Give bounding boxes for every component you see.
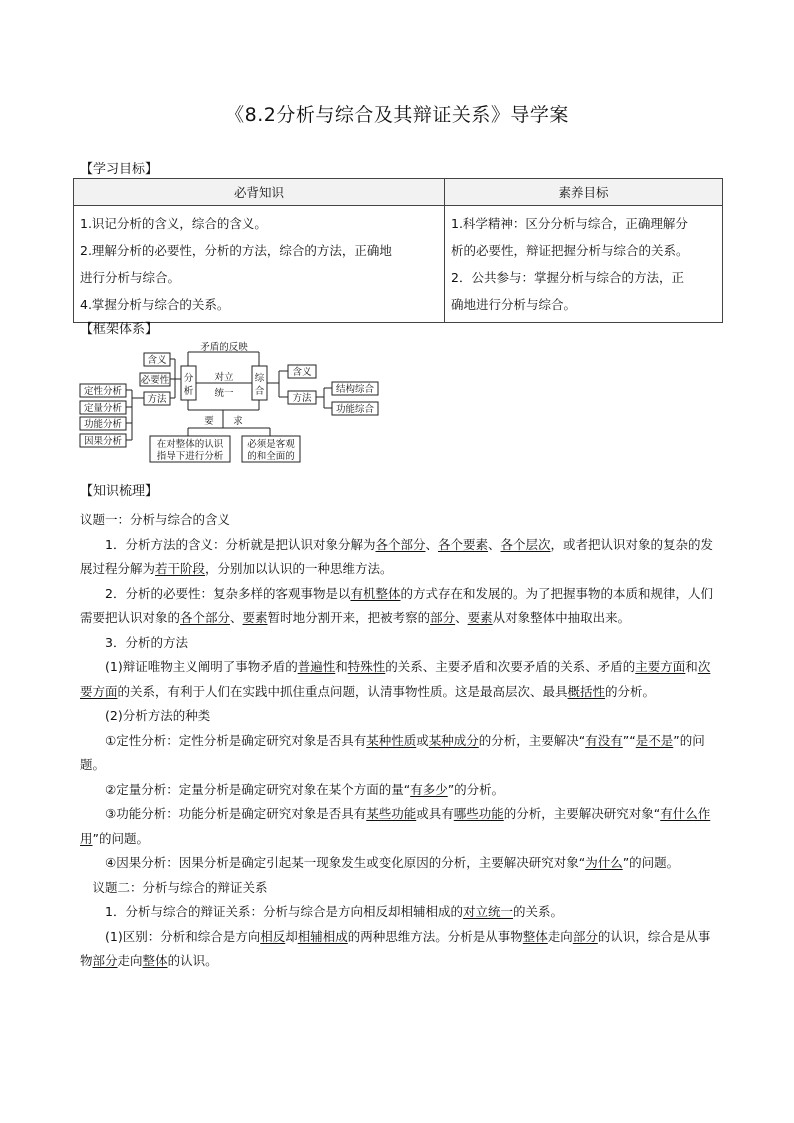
section-goals: 【学习目标】	[80, 162, 159, 177]
paragraph-quantitative: ②定量分析：定量分析是确定研究对象在某个方面的量“有多少”的分析。	[105, 781, 505, 797]
goals-col2-line: 2．公共参与：掌握分析与综合的方法，正	[451, 270, 684, 285]
paragraph-dialectical-relation: 1．分析与综合的辩证关系：分析与综合是方向相反却相辅相成的对立统一的关系。	[105, 904, 563, 919]
diagram-fenxi-char: 分	[183, 373, 194, 384]
paragraph-qualitative: ①定性分析：定性分析是确定研究对象是否具有某种性质或某种成分的分析，主要解决“有没有”“是不是”的问题。	[80, 732, 705, 772]
diagram-maodun: 矛盾的反映	[200, 342, 248, 353]
paragraph-functional: ③功能分析：功能分析是确定研究对象是否具有某些功能或具有哪些功能的分析，主要解决研究对象“有什么作用”的问题。	[80, 806, 711, 846]
paragraph-analysis-methods: 3．分析的方法	[105, 634, 188, 650]
diagram-req2-line: 的和全面的	[247, 451, 295, 462]
paragraph-dialectic: (1)辩证唯物主义阐明了事物矛盾的普遍性和特殊性的关系、主要矛盾和次要矛盾的关系、矛盾的主要方面和次要方面的关系，有利于人们在实践中抓住重点问题，认清事物性质。这是最高层次、最具概括性的分析。	[80, 659, 711, 699]
goals-col2-header: 素养目标	[445, 179, 723, 206]
section-framework: 【框架体系】	[80, 322, 159, 337]
diagram-fenxi-char: 析	[183, 386, 194, 397]
diagram-duili: 对立	[214, 372, 234, 383]
goals-table	[73, 178, 723, 323]
paragraph-analysis-necessity: 2．分析的必要性：复杂多样的客观事物是以有机整体的方式存在和发展的。为了把握事物的本质和规律，人们需要把认识对象的各个部分、要素暂时地分割开来，把被考察的部分、要素从对象整体中抽取出来。	[80, 585, 713, 625]
diagram-left-item: 功能分析	[83, 419, 123, 430]
goals-col1-cell	[74, 206, 445, 323]
diagram-right-item: 结构综合	[335, 384, 375, 395]
diagram-right-item: 功能综合	[335, 404, 375, 415]
framework-diagram	[78, 340, 384, 466]
goals-col1-line: 4.掌握分析与综合的关系。	[80, 297, 230, 312]
diagram-hanyi-left: 含义	[147, 355, 167, 366]
section-knowledge: 【知识梳理】	[80, 484, 159, 499]
goals-col1-line: 2.理解分析的必要性，分析的方法，综合的方法，正确地	[80, 243, 392, 258]
diagram-zonghe-char: 综	[254, 373, 265, 384]
paragraph-analysis-meaning: 1．分析方法的含义：分析就是把认识对象分解为各个部分、各个要素、各个层次，或者把认识对象的复杂的发展过程分解为若干阶段，分别加以认识的一种思维方法。	[80, 536, 714, 576]
knowledge-body	[80, 508, 720, 974]
page-title: 《8.2分析与综合及其辩证关系》导学案	[225, 104, 569, 126]
paragraph-difference: (1)区别：分析和综合是方向相反却相辅相成的两种思维方法。分析是从事物整体走向部分的认识，综合是从事物部分走向整体的认识。	[80, 928, 711, 968]
diagram-left-item: 因果分析	[83, 436, 123, 447]
diagram-req1-line: 在对整体的认识	[156, 439, 224, 450]
topic-two-heading: 议题二：分析与综合的辩证关系	[92, 879, 268, 895]
diagram-left-item: 定量分析	[83, 403, 123, 414]
diagram-zonghe-char: 合	[254, 386, 265, 397]
diagram-fangfa-left: 方法	[147, 394, 167, 405]
goals-col2-line: 析的必要性，辩证把握分析与综合的关系。	[451, 243, 689, 258]
diagram-req1-line: 指导下进行分析	[156, 451, 224, 462]
goals-col2-line: 确地进行分析与综合。	[451, 297, 577, 312]
diagram-left-item: 定性分析	[83, 386, 123, 397]
diagram-hanyi-right: 含义	[292, 367, 312, 378]
goals-col2-line: 1.科学精神：区分分析与综合，正确理解分	[451, 216, 688, 231]
paragraph-causal: ④因果分析：因果分析是确定引起某一现象发生或变化原因的分析，主要解决研究对象“为什么”的问题。	[105, 855, 680, 870]
diagram-req2-line: 必须是客观	[247, 439, 295, 450]
paragraph-method-types: (2)分析方法的种类	[105, 708, 211, 723]
diagram-tongyi: 统一	[214, 388, 234, 399]
goals-col1-line: 1.识记分析的含义，综合的含义。	[80, 216, 267, 231]
diagram-yao: 要	[204, 416, 214, 427]
diagram-fangfa-right: 方法	[292, 393, 312, 404]
goals-col1-line: 进行分析与综合。	[80, 270, 181, 285]
goals-col2-cell	[445, 206, 723, 323]
diagram-biyaoxing: 必要性	[140, 375, 170, 386]
diagram-qiu: 求	[233, 416, 243, 427]
goals-col1-header: 必背知识	[74, 179, 445, 206]
topic-one-heading: 议题一：分析与综合的含义	[80, 512, 231, 527]
